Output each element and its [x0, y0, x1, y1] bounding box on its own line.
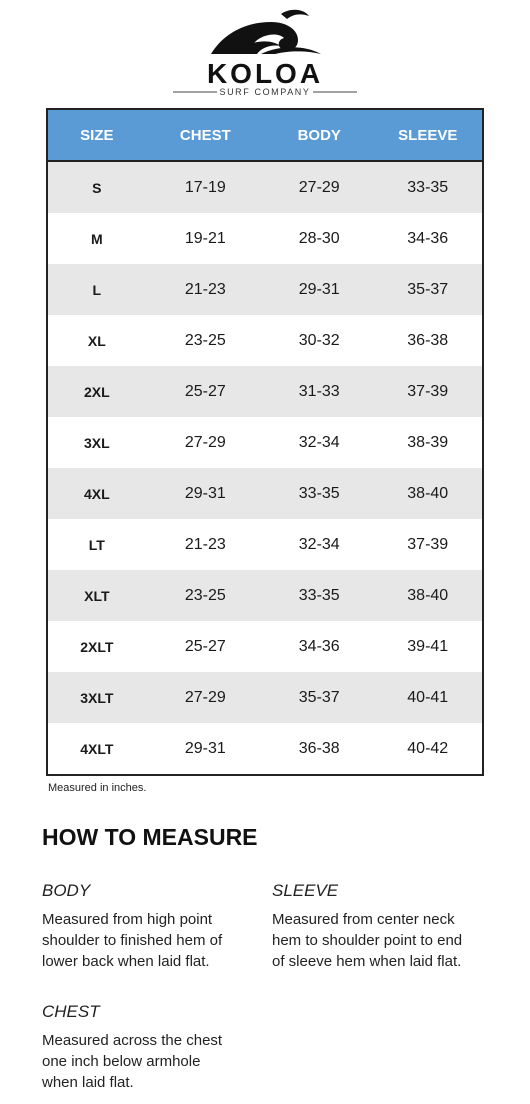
table-row — [48, 264, 482, 315]
cell-sleeve: 35-37 — [407, 280, 449, 298]
table-row — [48, 366, 482, 417]
table-row — [48, 213, 482, 264]
measure-chest-section — [42, 1002, 262, 1093]
cell-size: L — [92, 281, 102, 298]
cell-size: 2XL — [83, 383, 110, 400]
cell-chest: 17-19 — [184, 178, 226, 196]
cell-body: 35-37 — [298, 688, 340, 706]
brand-name: KOLOA — [206, 58, 324, 89]
cell-size: 2XLT — [80, 638, 114, 655]
table-row — [48, 570, 482, 621]
cell-chest: 21-23 — [184, 280, 226, 298]
wave-icon — [211, 10, 321, 54]
cell-sleeve: 39-41 — [407, 637, 449, 655]
cell-size: 3XLT — [80, 689, 114, 706]
table-row — [48, 315, 482, 366]
table-row — [48, 672, 482, 723]
cell-body: 31-33 — [298, 382, 340, 400]
cell-size: S — [92, 179, 102, 196]
measure-chest-title: CHEST — [42, 1002, 100, 1021]
cell-sleeve: 33-35 — [407, 178, 449, 196]
cell-body: 36-38 — [298, 739, 340, 757]
measure-sleeve-title: SLEEVE — [272, 881, 339, 900]
cell-sleeve: 37-39 — [407, 535, 449, 553]
table-header-row — [48, 110, 482, 162]
cell-sleeve: 36-38 — [407, 331, 449, 349]
cell-chest: 25-27 — [184, 382, 226, 400]
brand-logo — [0, 4, 530, 98]
table-row — [48, 417, 482, 468]
cell-body: 32-34 — [298, 535, 340, 553]
cell-body: 34-36 — [298, 637, 340, 655]
measure-sleeve-section — [272, 881, 492, 972]
measure-sleeve-desc — [272, 909, 492, 972]
cell-sleeve: 38-39 — [407, 433, 449, 451]
cell-chest: 27-29 — [184, 433, 226, 451]
cell-sleeve: 40-41 — [407, 688, 449, 706]
cell-sleeve: 40-42 — [407, 739, 449, 757]
cell-body: 29-31 — [298, 280, 340, 298]
desc-line: shoulder to finished hem of — [42, 932, 223, 949]
cell-body: 30-32 — [298, 331, 340, 349]
measure-chest-desc — [42, 1030, 262, 1093]
cell-chest: 19-21 — [184, 229, 226, 247]
cell-sleeve: 38-40 — [407, 484, 449, 502]
table-row — [48, 519, 482, 570]
cell-size: 3XL — [83, 434, 110, 451]
desc-line: one inch below armhole — [42, 1053, 201, 1070]
cell-size: LT — [88, 536, 105, 553]
cell-body: 27-29 — [298, 178, 340, 196]
table-row — [48, 723, 482, 774]
cell-chest: 29-31 — [184, 739, 226, 757]
cell-body: 33-35 — [298, 586, 340, 604]
desc-line: Measured across the chest — [42, 1032, 223, 1049]
table-row — [48, 468, 482, 519]
cell-size: M — [90, 230, 103, 247]
cell-chest: 25-27 — [184, 637, 226, 655]
cell-size: XL — [87, 332, 106, 349]
measure-body-section — [42, 881, 262, 972]
cell-body: 32-34 — [298, 433, 340, 451]
measure-body-desc — [42, 909, 262, 972]
desc-line: Measured from high point — [42, 911, 213, 928]
desc-line: lower back when laid flat. — [42, 953, 210, 970]
cell-chest: 29-31 — [184, 484, 226, 502]
table-body — [48, 162, 482, 774]
header-chest: CHEST — [179, 126, 231, 144]
table-row — [48, 162, 482, 213]
header-sleeve: SLEEVE — [398, 126, 458, 144]
header-size: SIZE — [80, 126, 114, 144]
cell-body: 33-35 — [298, 484, 340, 502]
cell-chest: 27-29 — [184, 688, 226, 706]
cell-size: 4XL — [83, 485, 110, 502]
cell-size: XLT — [84, 587, 110, 604]
cell-chest: 23-25 — [184, 586, 226, 604]
how-to-measure-heading: HOW TO MEASURE — [42, 824, 258, 850]
desc-line: when laid flat. — [42, 1074, 134, 1091]
logo-graphic — [165, 4, 365, 98]
measure-body-title: BODY — [42, 881, 91, 900]
desc-line: Measured from center neck — [272, 911, 455, 928]
desc-line: of sleeve hem when laid flat. — [272, 953, 462, 970]
cell-sleeve: 34-36 — [407, 229, 449, 247]
cell-sleeve: 38-40 — [407, 586, 449, 604]
brand-tagline: SURF COMPANY — [219, 87, 311, 97]
size-chart-table — [46, 108, 484, 776]
cell-size: 4XLT — [80, 740, 114, 757]
desc-line: hem to shoulder point to end — [272, 932, 463, 949]
cell-chest: 21-23 — [184, 535, 226, 553]
cell-body: 28-30 — [298, 229, 340, 247]
measurement-unit-note: Measured in inches. — [48, 782, 147, 794]
table-row — [48, 621, 482, 672]
header-body: BODY — [297, 126, 341, 144]
cell-chest: 23-25 — [184, 331, 226, 349]
cell-sleeve: 37-39 — [407, 382, 449, 400]
